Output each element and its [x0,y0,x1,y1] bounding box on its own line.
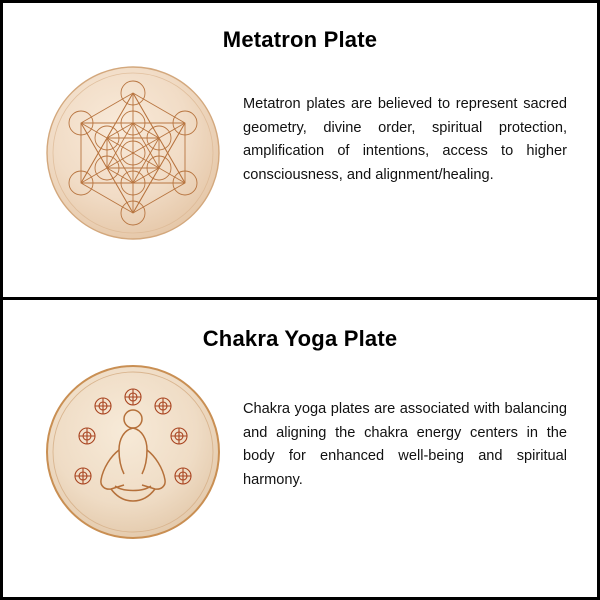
chakra-symbol-third-eye [155,398,171,414]
description-metatron: Metatron plates are believed to represent sacred geometry, divine order, spiritual protection, amplification of intentions, access to higher consciousness, and alignment/healing. [243,96,567,183]
panel-chakra-yoga [3,300,597,597]
panel-metatron [3,3,597,300]
metatron-plate-image [45,65,221,241]
description-chakra-yoga: Chakra yoga plates are associated with balancing and aligning the chakra energy centers in the body for enhanced well-being and spiritual harmony. [243,401,567,488]
chakra-symbol-root [175,468,191,484]
chakra-symbol-heart [79,428,95,444]
chakra-symbol-throat [95,398,111,414]
page-title-metatron: Metatron Plate [222,27,378,52]
chakra-yoga-plate-image [45,364,221,540]
chakra-symbol-sacral [75,468,91,484]
panel-body-metatron [3,59,597,241]
chakra-yoga-plate-icon [45,364,221,540]
panel-body-chakra-yoga [3,358,597,540]
chakra-symbol-crown [125,389,141,405]
page-title-chakra-yoga: Chakra Yoga Plate [202,326,398,351]
metatron-plate-icon [45,65,221,241]
chakra-symbol-solar-plexus [171,428,187,444]
